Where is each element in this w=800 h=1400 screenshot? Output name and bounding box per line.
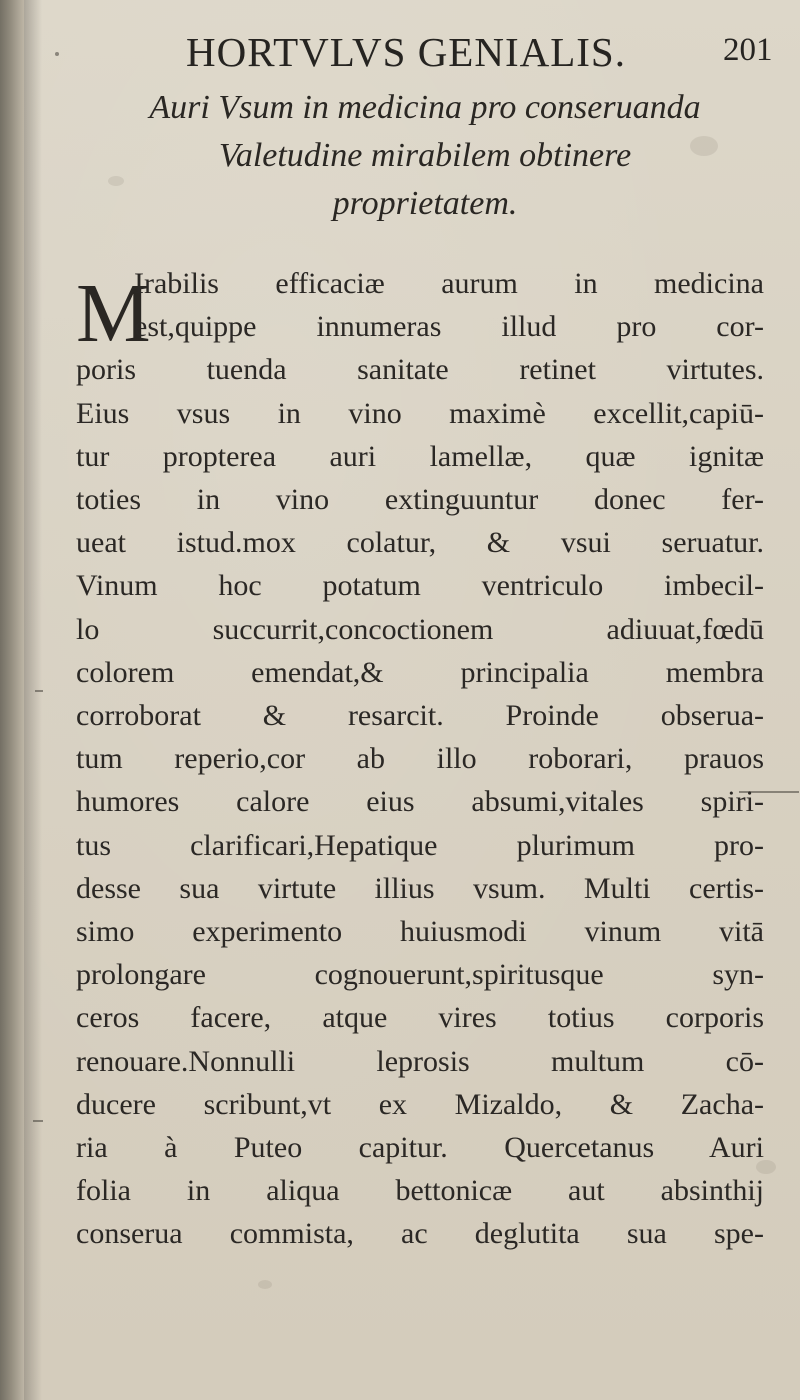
body-line: ria à Puteo capitur. Quercetanus Auri [76, 1131, 764, 1165]
page-header [0, 20, 800, 80]
body-line: desse sua virtute illius vsum. Multi certis- [76, 871, 764, 905]
body-line: tum reperio,cor ab illo roborari, prauos [76, 742, 764, 776]
body-line: Vinum hoc potatum ventriculo imbecil- [76, 569, 764, 603]
binding-shadow [24, 0, 42, 1400]
body-line: colorem emendat,& principalia membra [76, 655, 764, 689]
chapter-title-line-1: Auri Vsum in medicina pro conseruanda [149, 89, 701, 126]
body-line: toties in vino extinguuntur donec fer- [76, 483, 764, 517]
body-line: ceros facere, atque vires totius corporis [76, 1001, 764, 1035]
chapter-title-line-3: proprietatem. [332, 185, 518, 222]
body-line: ueat istud.mox colatur, & vsui seruatur. [76, 526, 764, 560]
chapter-title [70, 84, 780, 228]
body-line: renouare.Nonnulli leprosis multum cō- [76, 1044, 764, 1078]
body-line: conserua commista, ac deglutita sua spe- [76, 1217, 764, 1251]
body-line: tur propterea auri lamellæ, quæ ignitæ [76, 439, 764, 473]
body-line: folia in aliqua bettonicæ aut absinthij [76, 1174, 764, 1208]
body-line: lo succurrit,concoctionem adiuuat,fœdū [76, 612, 764, 646]
body-line: Eius vsus in vino maximè excellit,capiū- [76, 396, 764, 430]
chapter-title-line-2: Valetudine mirabilem obtinere [218, 137, 632, 174]
body-line: poris tuenda sanitate retinet virtutes. [76, 353, 764, 387]
book-binding-edge [0, 0, 24, 1400]
body-line: humores calore eius absumi,vitales spiri- [76, 785, 764, 819]
paper-stain [258, 1280, 272, 1289]
body-line: Irabilis efficaciæ aurum in medicina [134, 267, 764, 300]
page-number: 201 [723, 32, 773, 68]
ink-speck [33, 1120, 43, 1122]
ink-speck [35, 690, 43, 692]
body-line: prolongare cognouerunt,spiritusque syn- [76, 958, 764, 992]
drop-initial: M [76, 267, 151, 360]
body-line: est,quippe innumeras illud pro cor- [134, 310, 764, 344]
body-line: tus clarificari,Hepatique plurimum pro- [76, 828, 764, 862]
body-line: ducere scribunt,vt ex Mizaldo, & Zacha- [76, 1087, 764, 1121]
body-line: corroborat & resarcit. Proinde obserua- [76, 699, 764, 733]
body-line: simo experimento huiusmodi vinum vitā [76, 915, 764, 949]
body-text [76, 262, 764, 1256]
running-head: HORTVLVS GENIALIS. [186, 29, 626, 75]
